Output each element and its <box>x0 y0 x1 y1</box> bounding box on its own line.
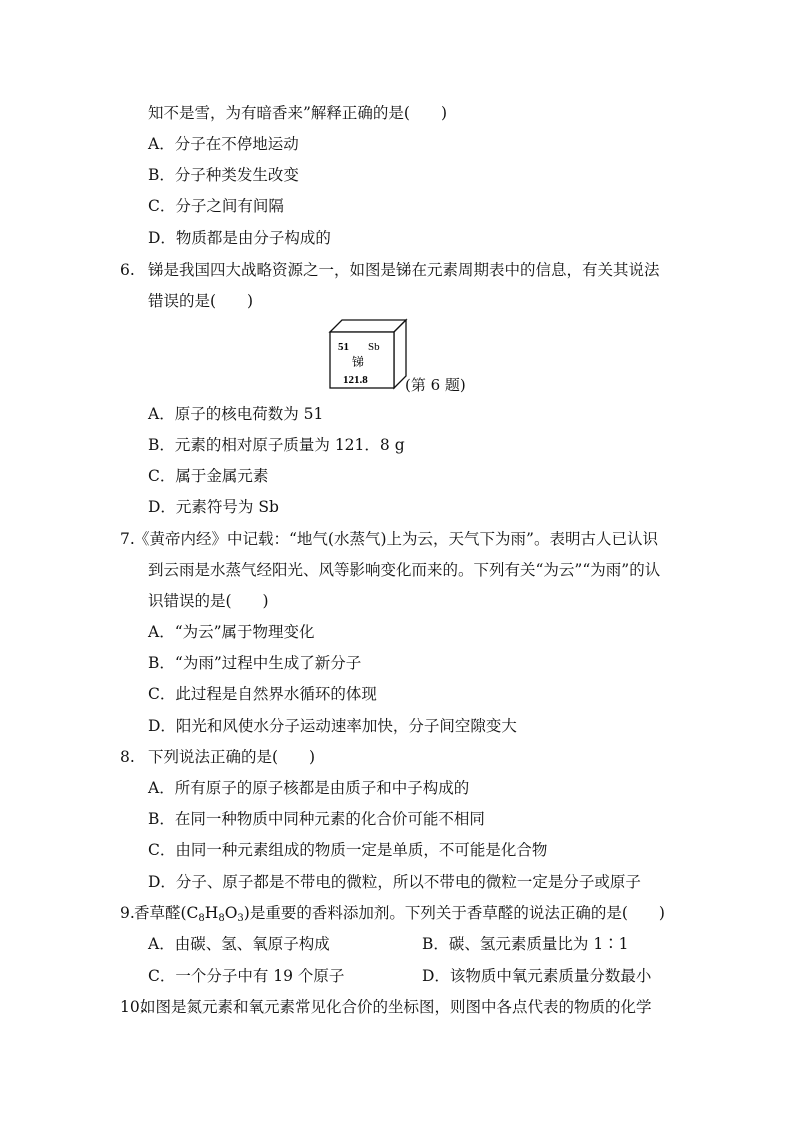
q5-stem-tail: 知不是雪，为有暗香来”解释正确的是( ) <box>148 104 448 122</box>
element-symbol: Sb <box>368 341 380 353</box>
q10-number: 10. <box>120 998 145 1016</box>
q7-option-a: A．“为云”属于物理变化 <box>148 623 315 641</box>
q7-option-c: C．此过程是自然界水循环的体现 <box>148 685 377 703</box>
q9-h: H <box>204 904 219 922</box>
q9-stem-suffix: )是重要的香料添加剂。下列关于香草醛的说法正确的是( ) <box>243 904 665 922</box>
q9-sub-h: 8 <box>218 913 225 924</box>
q6-stem-line2: 错误的是( ) <box>148 292 254 310</box>
q9-o: O <box>224 904 238 922</box>
q7-option-d: D．阳光和风使水分子运动速率加快，分子间空隙变大 <box>148 717 517 735</box>
q6-option-a: A．原子的核电荷数为 51 <box>148 405 324 423</box>
q8-option-b: B．在同一种物质中同种元素的化合价可能不相同 <box>148 810 485 828</box>
q9-option-d: D．该物质中氧元素质量分数最小 <box>422 967 652 985</box>
q9-sub-c: 8 <box>198 913 205 924</box>
cube-top-face <box>330 320 406 332</box>
q5-option-b: B．分子种类发生改变 <box>148 166 299 184</box>
q10-stem-line1: 如图是氮元素和氧元素常见化合价的坐标图，则图中各点代表的物质的化学 <box>140 998 652 1016</box>
q7-stem-line2: 到云雨是水蒸气经阳光、风等影响变化而来的。下列有关“为云”“为雨”的认 <box>148 561 661 579</box>
q6-number: 6. <box>120 261 135 279</box>
q9-option-b: B．碳、氢元素质量比为 1∶1 <box>422 935 629 953</box>
element-card-figure <box>328 318 408 390</box>
q7-stem-line3: 识错误的是( ) <box>148 592 269 610</box>
q9-option-c: C．一个分子中有 19 个原子 <box>148 967 345 985</box>
q6-stem-line1: 锑是我国四大战略资源之一，如图是锑在元素周期表中的信息，有关其说法 <box>148 261 660 279</box>
element-name: 锑 <box>352 355 365 369</box>
q8-option-c: C．由同一种元素组成的物质一定是单质，不可能是化合物 <box>148 841 548 859</box>
q8-option-a: A．所有原子的原子核都是由质子和中子构成的 <box>148 779 470 797</box>
atomic-mass: 121.8 <box>343 374 368 386</box>
q9-stem-prefix: 香草醛(C <box>134 904 199 922</box>
q5-option-d: D．物质都是由分子构成的 <box>148 229 331 247</box>
q6-option-c: C．属于金属元素 <box>148 467 269 485</box>
q5-option-a: A．分子在不停地运动 <box>148 135 299 153</box>
q6-figure-caption: (第 6 题) <box>405 376 466 394</box>
q8-stem-line1: 下列说法正确的是( ) <box>148 748 316 766</box>
q7-option-b: B．“为雨”过程中生成了新分子 <box>148 654 362 672</box>
q9-sub-o: 3 <box>237 913 244 924</box>
q8-number: 8. <box>120 748 135 766</box>
element-card-svg <box>328 318 408 390</box>
q7-stem-line1: 《黄帝内经》中记载：“地气(水蒸气)上为云，天气下为雨”。表明古人已认识 <box>134 530 658 548</box>
atomic-number: 51 <box>338 341 349 353</box>
q5-option-c: C．分子之间有间隔 <box>148 197 284 215</box>
q9-option-a: A．由碳、氢、氧原子构成 <box>148 935 330 953</box>
q9-number: 9. <box>120 904 135 922</box>
q6-option-b: B．元素的相对原子质量为 121．8 g <box>148 436 405 454</box>
q9-stem <box>134 903 665 923</box>
q8-option-d: D．分子、原子都是不带电的微粒，所以不带电的微粒一定是分子或原子 <box>148 873 641 891</box>
q6-option-d: D．元素符号为 Sb <box>148 498 279 516</box>
q7-number: 7. <box>120 530 135 548</box>
